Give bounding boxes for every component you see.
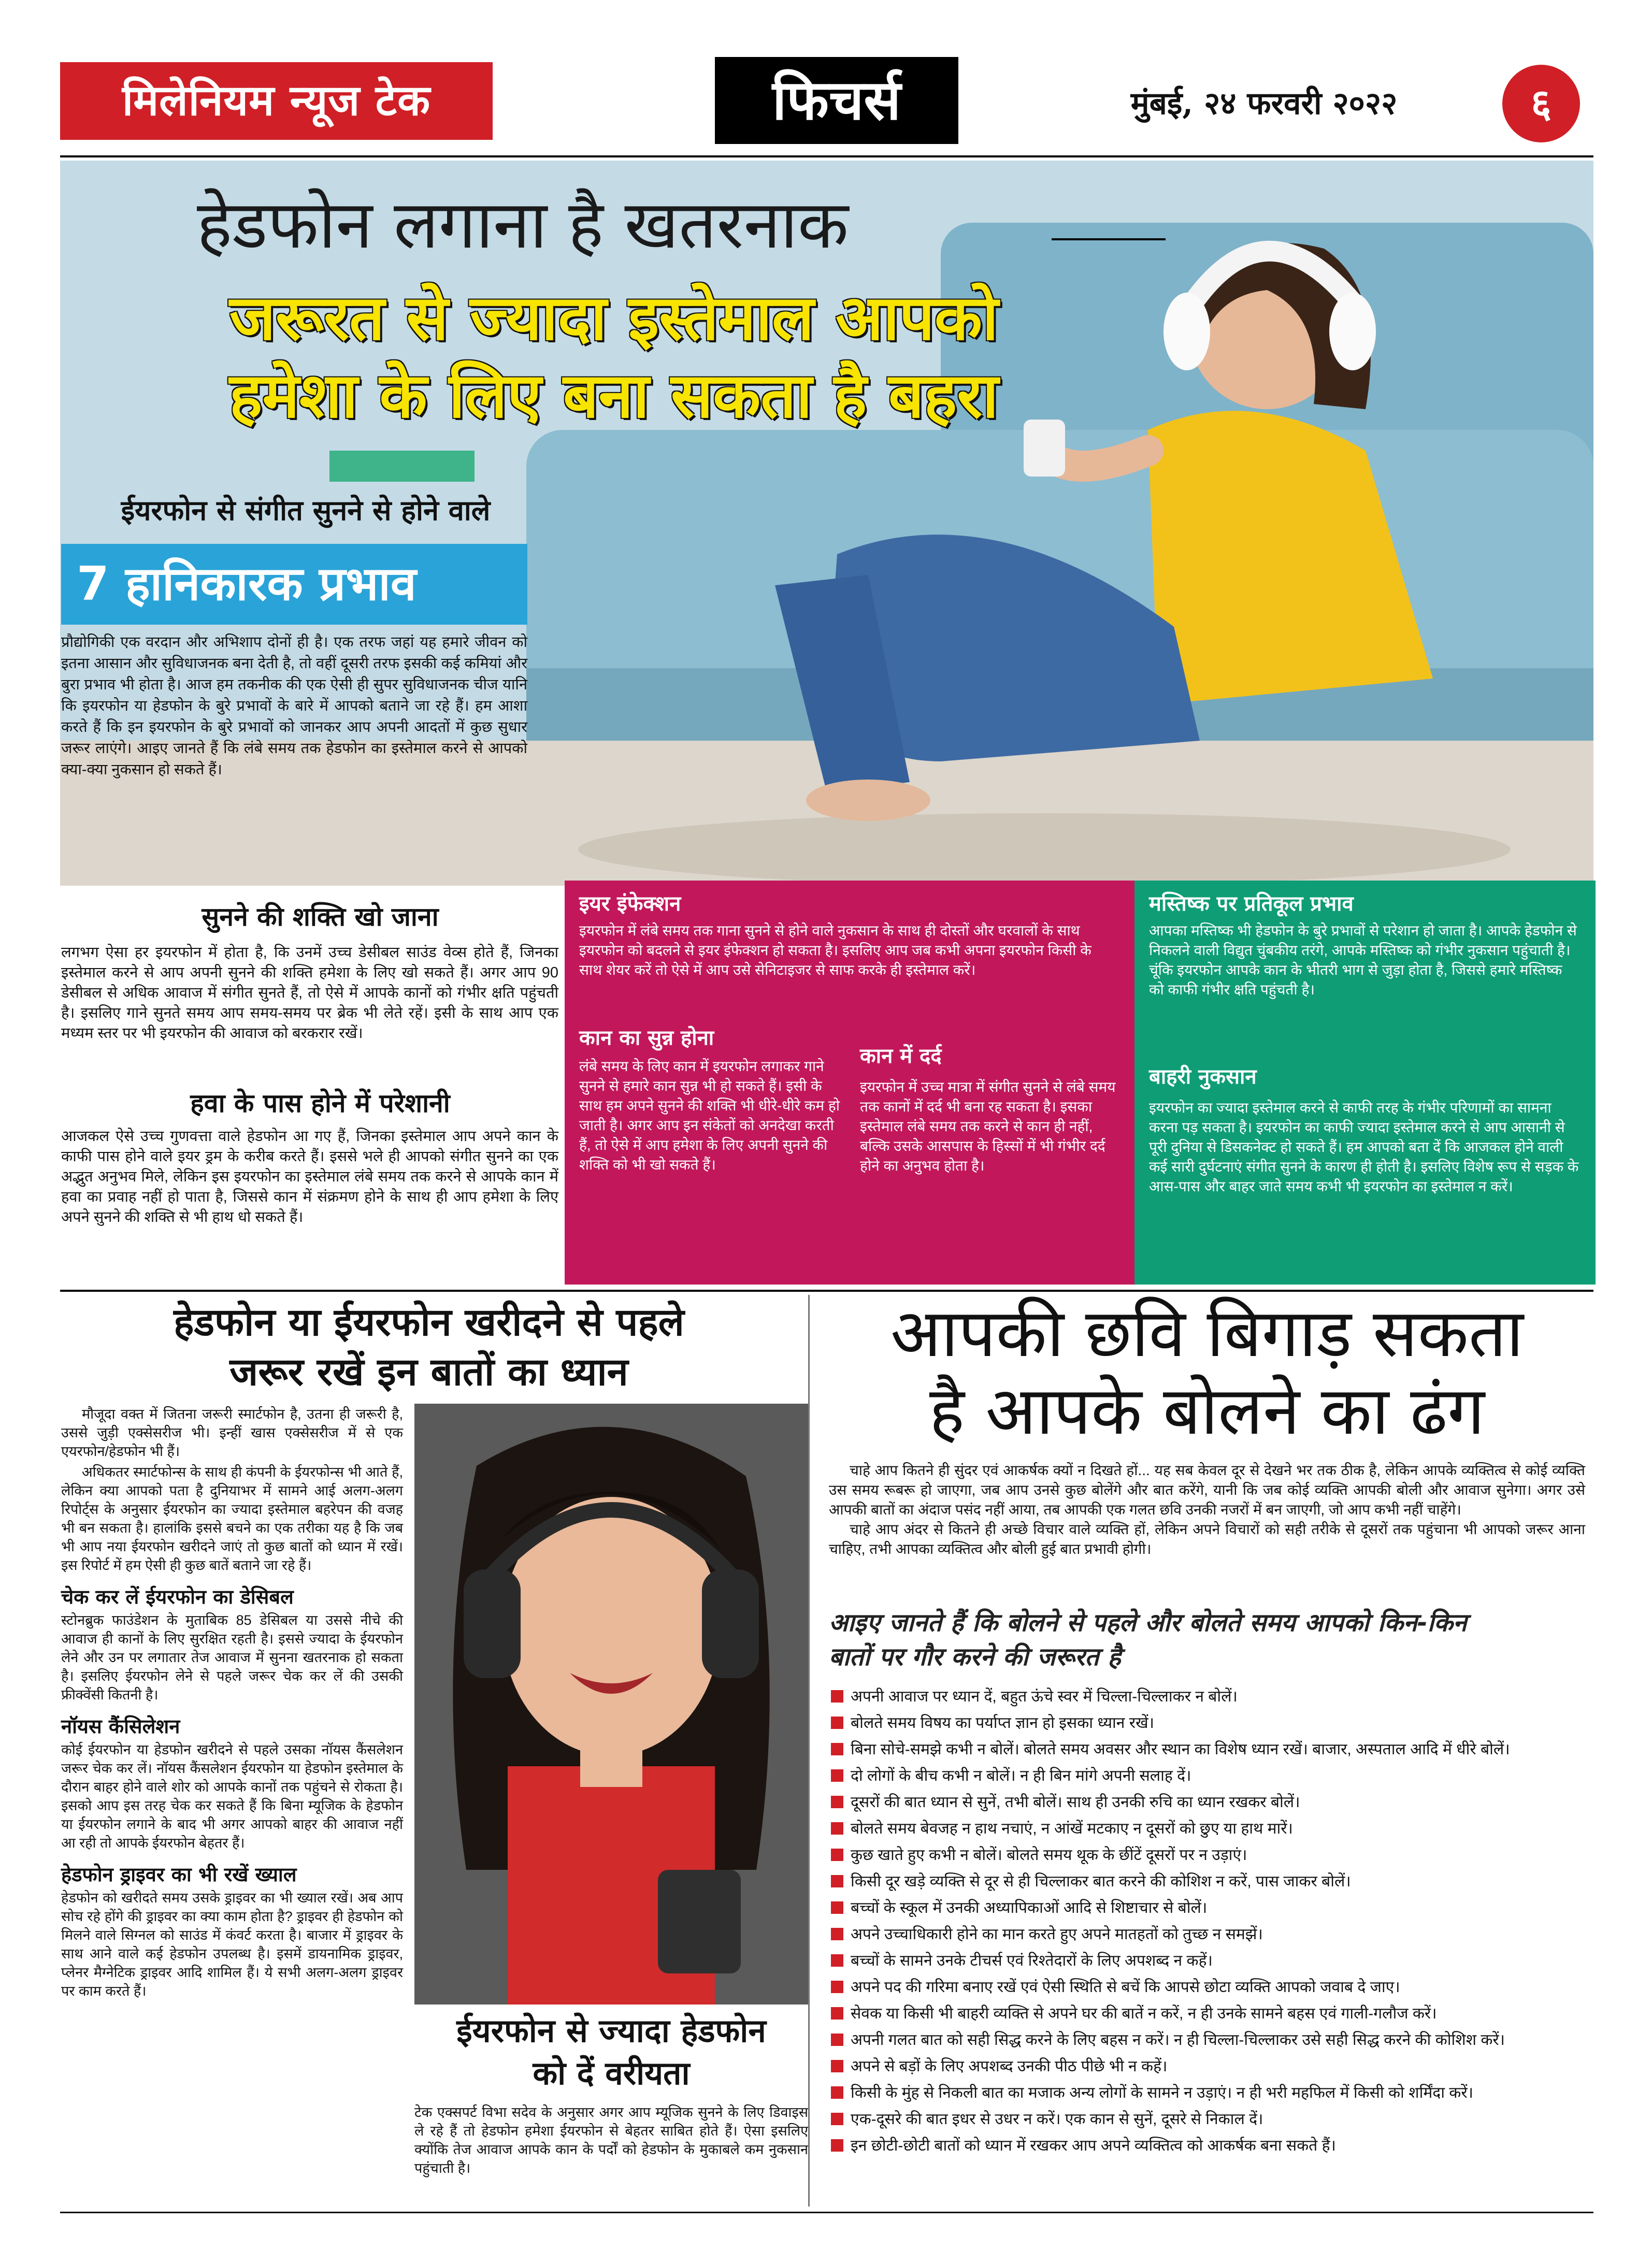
speech-subheading [829, 1606, 1585, 1674]
external-damage-title: बाहरी नुकसान [1149, 1065, 1257, 1089]
ear-pain-title: कान में दर्द [860, 1044, 942, 1068]
speech-intro-p2: चाहे आप अंदर से कितने ही अच्छे विचार वाले व्यक्ति हों, लेकिन अपने विचारों को सही तरीके से दूसरों तक पहुंचाना भी आपको जरूर आना चाहिए, तभी आपका व्यक्तित्व और बोली हुई बात प्रभावी होगी। [829, 1521, 1585, 1557]
section-text-hearing-loss: लगभग ऐसा हर इयरफोन में होता है, कि उनमें उच्च डेसीबल साउंड वेव्स होते हैं, जिनका इस्तेमाल करने से आप अपनी सुनने की शक्ति हमेशा के लिए खो सकते हैं। अगर आप 90 डेसीबल से अधिक आवाज में संगीत सुनते हैं, तो ऐसे में आपके कानों को गंभीर क्षति पहुंचती है। इसलिए गाने सुनते समय आप समय-समय पर ब्रेक भी लेते रहें। इसी के साथ आप एक मध्यम स्तर पर भी इयरफोन की आवाज को बरकरार रखें। [61, 944, 558, 1042]
list-item: अपनी गलत बात को सही सिद्ध करने के लिए बहस न करें। न ही चिल्ला-चिल्लाकर उसे सही सिद्ध करने की कोशिश करें। [829, 2027, 1585, 2053]
green-info-box [1134, 881, 1596, 1285]
brain-effect-text: आपका मस्तिष्क भी हेडफोन के बुरे प्रभावों से परेशान हो जाता है। आपके हेडफोन से निकलने वाली विद्युत चुंबकीय तरंगे, आपके मस्तिष्क को गंभीर नुकसान पहुंचाती है। चूंकि इयरफोन आपके कान के भीतरी भाग से जुड़ा होता है, जिससे हमारे मस्तिष्क को काफी गंभीर क्षति पहुंचती है। [1149, 922, 1577, 998]
photo-caption-headline [414, 2010, 808, 2095]
sub-headline-line-1: जरूरत से ज्यादा इस्तेमाल आपको [229, 282, 999, 354]
masthead-brand: मिलेनियम न्यूज टेक [60, 62, 493, 140]
list-item: बोलते समय बेवजह न हाथ नचाएं, न आंखें मटकाए न दूसरों को छुए या हाथ मारें। [829, 1815, 1585, 1842]
kicker: ईयरफोन से संगीत सुनने से होने वाले [121, 494, 491, 527]
sub-headline [98, 280, 1129, 435]
section-text-air-flow: आजकल ऐसे उच्च गुणवत्ता वाले हेडफोन आ गए हैं, जिनका इस्तेमाल आप अपने कान के काफी पास होने वाले इयर ड्रम के करीब करते हैं। इससे भले ही आपको संगीत सुनने का एक अद्भुत अनुभव मिले, लेकिन इस इयरफोन का इस्तेमाल लंबे समय तक करने से आपके कान में हवा का प्रवाह नहीं हो पाता है, जिससे कान में संक्रमण होने के साथ ही आप हमेशा के लिए अपने सुनने की शक्ति से भी हाथ धो सकते हैं। [61, 1128, 558, 1225]
section-title-hearing-loss: सुनने की शक्ति खो जाना [202, 902, 439, 932]
main-headline: हेडफोन लगाना है खतरनाक [197, 186, 849, 264]
list-item: बोलते समय विषय का पर्याप्त ज्ञान हो इसका ध्यान रखें। [829, 1710, 1585, 1736]
list-item: बच्चों के सामने उनके टीचर्स एवं रिश्तेदारों के लिए अपशब्द न कहें। [829, 1948, 1585, 1974]
list-item: इन छोटी-छोटी बातों को ध्यान में रखकर आप अपने व्यक्तित्व को आकर्षक बना सकते हैं। [829, 2132, 1585, 2159]
photo-caption-text: टेक एक्सपर्ट विभा सदेव के अनुसार अगर आप म्यूजिक सुनने के लिए डिवाइस ले रहे हैं तो हेडफोन हमेशा ईयरफोन से बेहतर साबित होते हैं। ऐसा इसलिए क्योंकि तेज आवाज आपके कान के पर्दों को हेडफोन के मुकाबले कम नुकसान पहुंचाती है। [414, 2104, 808, 2176]
middle-rule [60, 1290, 1593, 1292]
driver-title: हेडफोन ड्राइवर का भी रखें ख्याल [61, 1863, 297, 1886]
list-item: अपनी आवाज पर ध्यान दें, बहुत ऊंचे स्वर में चिल्ला-चिल्लाकर न बोलें। [829, 1683, 1585, 1710]
list-item: सेवक या किसी भी बाहरी व्यक्ति से अपने घर की बातें न करें, न ही उनके सामने बहस एवं गाली-गलौज करें। [829, 2000, 1585, 2027]
column-divider [808, 1295, 810, 2207]
speech-headline-line-2: है आपके बोलने का ढंग [929, 1373, 1485, 1450]
section-title-air-flow: हवा के पास होने में परेशानी [190, 1088, 450, 1118]
speech-article-headline [829, 1295, 1585, 1450]
external-damage-text: इयरफोन का ज्यादा इस्तेमाल करने से काफी तरह के गंभीर परिणामों का सामना करना पड़ सकता है। इयरफोन का काफी ज्यादा इस्तेमाल करने से आप आसानी से पूरी दुनिया से डिसकनेक्ट हो सकते हैं। हम आपको बता दें कि आजकल होने वाली कई सारी दुर्घटनाएं संगीत सुनने के कारण ही होती है। इसलिए विशेष रूप से सड़क के आस-पास और बाहर जाते समय कभी भी इयरफोन का इस्तेमाल न करें। [1149, 1100, 1579, 1194]
list-item: अपने उच्चाधिकारी होने का मान करते हुए अपने मातहतों को तुच्छ न समझें। [829, 1921, 1585, 1948]
footer-rule [60, 2212, 1593, 2213]
headline-rule [1052, 238, 1166, 240]
list-item: अपने पद की गरिमा बनाए रखें एवं ऐसी स्थिति से बचें कि आपसे छोटा व्यक्ति आपको जवाब दे जाए। [829, 1974, 1585, 2000]
list-item: बच्चों के स्कूल में उनकी अध्यापिकाओं आदि से शिष्टाचार से बोलें। [829, 1895, 1585, 1921]
page-number-badge: ६ [1502, 65, 1580, 142]
list-item: कुछ खाते हुए कभी न बोलें। बोलते समय थूक के छींटें दूसरों पर न उड़ाएं। [829, 1842, 1585, 1868]
list-item: अपने से बड़ों के लिए अपशब्द उनकी पीठ पीछे भी न कहें। [829, 2053, 1585, 2080]
noise-cancellation-title: नॉयस कैंसिलेशन [61, 1715, 180, 1738]
buying-guide-p2: अधिकतर स्मार्टफोन्स के साथ ही कंपनी के ईयरफोन्स भी आते हैं, लेकिन क्या आपको पता है दुनियाभर में सामने आई अलग-अलग रिपोर्ट्स के अनुसार ईयरफोन का ज्यादा इस्तेमाल बहरेपन की वजह भी बन सकता है। हालांकि इससे बचने का एक तरीका यह है कि जब भी आप नया ईयरफोन खरीदने जाएं तो कुछ बातों को ध्यान में रखें। इस रिपोर्ट में हम ऐसी ही कुछ बातें बताने जा रहे हैं। [61, 1464, 403, 1573]
speech-intro-p1: चाहे आप कितने ही सुंदर एवं आकर्षक क्यों न दिखते हों... यह सब केवल दूर से देखने भर तक ठीक है, लेकिन आपके व्यक्तित्व से कोई व्यक्ति उस समय रूबरू हो जाएगा, जब आप उनसे कुछ बोलेंगे और बात करेंगे, यानी कि जब कोई व्यक्ति आपकी बोली और आवाज सुनेगा। अगर उसे आपकी बातों का अंदाज पसंद नहीं आया, तब आपकी एक गलत छवि उनकी नजरों में बन जाएगी, जो आप कभी नहीं चाहेंगे। [829, 1462, 1585, 1518]
photo-caption-line-2: को दें वरीयता [533, 2054, 690, 2092]
speech-headline-line-1: आपकी छवि बिगाड़ सकता [890, 1295, 1524, 1372]
brain-effect-title: मस्तिष्क पर प्रतिकूल प्रभाव [1149, 892, 1354, 916]
ear-numbness-title: कान का सुन्न होना [579, 1026, 714, 1050]
list-item: बिना सोचे-समझे कभी न बोलें। बोलते समय अवसर और स्थान का विशेष ध्यान रखें। बाजार, अस्पताल आदि में धीरे बोलें। [829, 1736, 1585, 1763]
ear-infection-title: इयर इंफेक्शन [579, 892, 681, 916]
girl-laughing-illustration [414, 1404, 808, 2005]
dateline: मुंबई, २४ फरवरी २०२२ [1130, 85, 1398, 122]
ear-pain-text: इयरफोन में उच्च मात्रा में संगीत सुनने से लंबे समय तक कानों में दर्द भी बना रह सकता है। इसका इस्तेमाल लंबे समय तक करने से कान ही नहीं, बल्कि उसके आसपास के हिस्सों में भी गंभीर दर्द होने का अनुभव होता है। [860, 1079, 1116, 1174]
pink-info-box [565, 881, 1134, 1285]
speech-intro [829, 1461, 1585, 1559]
list-item: किसी के मुंह से निकली बात का मजाक अन्य लोगों के सामने न उड़ाएं। न ही भरी महफिल में किसी को शर्मिंदा करें। [829, 2080, 1585, 2106]
speech-subheading-line-2: बातों पर गौर करने की जरूरत है [829, 1642, 1121, 1671]
buying-guide-headline-line-2: जरूर रखें इन बातों का ध्यान [229, 1350, 628, 1394]
laughing-girl-photo [414, 1404, 808, 2005]
decibel-title: चेक कर लें ईयरफोन का डेसिबल [61, 1585, 294, 1608]
driver-text: हेडफोन को खरीदते समय उसके ड्राइवर का भी ख्याल रखें। अब आप सोच रहे होंगे की ड्राइवर का क्या काम होता है? ड्राइवर ही हेडफोन को मिलने वाले सिग्नल को साउंड में कंवर्ट करता है। बाजार में ड्राइवर के साथ आने वाले कई हेडफोन उपलब्ध है। इसमें डायनामिक ड्राइवर, प्लेनर मैग्नेटिक ड्राइवर आदि शामिल हैं। ये सभी अलग-अलग ड्राइवर पर काम करते हैं। [61, 1890, 403, 1999]
list-item: दूसरों की बात ध्यान से सुनें, तभी बोलें। साथ ही उनकी रुचि का ध्यान रखकर बोलें। [829, 1789, 1585, 1815]
speech-tips-list [829, 1683, 1585, 2159]
intro-paragraph: प्रौद्योगिकी एक वरदान और अभिशाप दोनों ही है। एक तरफ जहां यह हमारे जीवन को इतना आसान और सुविधाजनक बना देती है, तो वहीं दूसरी तरफ इसकी कई कमियां और बुरा प्रभाव भी होता है। आज हम तकनीक की एक ऐसी ही सुपर सुविधाजनक चीज यानि कि इयरफोन या हेडफोन के बुरे प्रभावों के बारे में आपको बताने जा रहे हैं। हम आशा करते हैं कि इन इयरफोन के बुरे प्रभावों को जानकर आप अपनी आदतों में कुछ सुधार जरूर लाएंगे। आइए जानते हैं कि लंबे समय तक हेडफोन का इस्तेमाल करने से आपको क्या-क्या नुकसान हो सकते हैं। [61, 634, 527, 778]
list-item: किसी दूर खड़े व्यक्ति से दूर से ही चिल्लाकर बात करने की कोशिश न करें, पास जाकर बोलें। [829, 1868, 1585, 1895]
speech-subheading-line-1: आइए जानते हैं कि बोलने से पहले और बोलते समय आपको किन-किन [829, 1608, 1467, 1637]
ear-numbness-text: लंबे समय के लिए कान में इयरफोन लगाकर गाने सुनने से हमारे कान सुन्न भी हो सकते हैं। इसी के साथ हम अपने सुनने की शक्ति भी धीरे-धीरे कम हो जाती है। अगर आप इन संकेतों को अनदेखा करती हैं, तो ऐसे में आप हमेशा के लिए अपनी सुनने की शक्ति को भी खो सकते हैं। [579, 1058, 840, 1173]
photo-caption-line-1: ईयरफोन से ज्यादा हेडफोन [456, 2012, 766, 2050]
decibel-text: स्टोनब्रुक फाउंडेशन के मुताबिक 85 डेसिबल या उससे नीचे की आवाज ही कानों के लिए सुरक्षित रहती है। इससे ज्यादा के ईयरफोन लेने और उन पर लगातार तेज आवाज में सुनना खतरनाक हो सकता है। इसलिए ईयरफोन लेने से पहले जरूर चेक कर लें की उसकी फ्रीक्वेंसी कितनी है। [61, 1612, 403, 1703]
list-item: एक-दूसरे की बात इधर से उधर न करें। एक कान से सुनें, दूसरे से निकाल दें। [829, 2106, 1585, 2132]
buying-guide-column [61, 1405, 403, 2000]
buying-guide-p1: मौजूदा वक्त में जितना जरूरी स्मार्टफोन है, उतना ही जरूरी है, उससे जुड़ी एक्सेसरीज भी। इन्हीं खास एक्सेसरीज में से एक एयरफोन/हेडफोन भी हैं। [61, 1406, 403, 1459]
buying-guide-headline-line-1: हेडफोन या ईयरफोन खरीदने से पहले [174, 1300, 684, 1345]
section-label: फिचर्स [715, 57, 958, 144]
sub-headline-line-2: हमेशा के लिए बना सकता है बहरा [229, 360, 999, 432]
header-rule [60, 155, 1593, 157]
list-item: दो लोगों के बीच कभी न बोलें। न ही बिन मांगे अपनी सलाह दें। [829, 1763, 1585, 1789]
ear-infection-text: इयरफोन में लंबे समय तक गाना सुनने से होने वाले नुकसान के साथ ही दोस्तों और घरवालों के साथ इयरफोन को बदलने से इयर इंफेक्शन हो सकता है। इसलिए आप जब कभी अपना इयरफोन किसी के साथ शेयर करें तो ऐसे में आप उसे सेनिटाइजर से साफ करके ही इस्तेमाल करें। [579, 922, 1091, 978]
buying-guide-headline [61, 1297, 797, 1397]
noise-cancellation-text: कोई ईयरफोन या हेडफोन खरीदने से पहले उसका नॉयस कैंसलेशन जरूर चेक कर लें। नॉयस कैंसलेशन ईयरफोन या हेडफोन इस्तेमाल के दौरान बाहर होने वाले शोर को आपके कानों तक पहुंचने से रोकता है। इसको आप इस तरह चेक कर सकते हैं कि बिना म्यूजिक के हेडफोन या ईयरफोन लगाने के बाद भी अगर आपको बाहर की आवाज नहीं आ रही तो आपके ईयरफोन बेहतर हैं। [61, 1742, 403, 1851]
kicker-box: 7 हानिकारक प्रभाव [61, 544, 527, 625]
